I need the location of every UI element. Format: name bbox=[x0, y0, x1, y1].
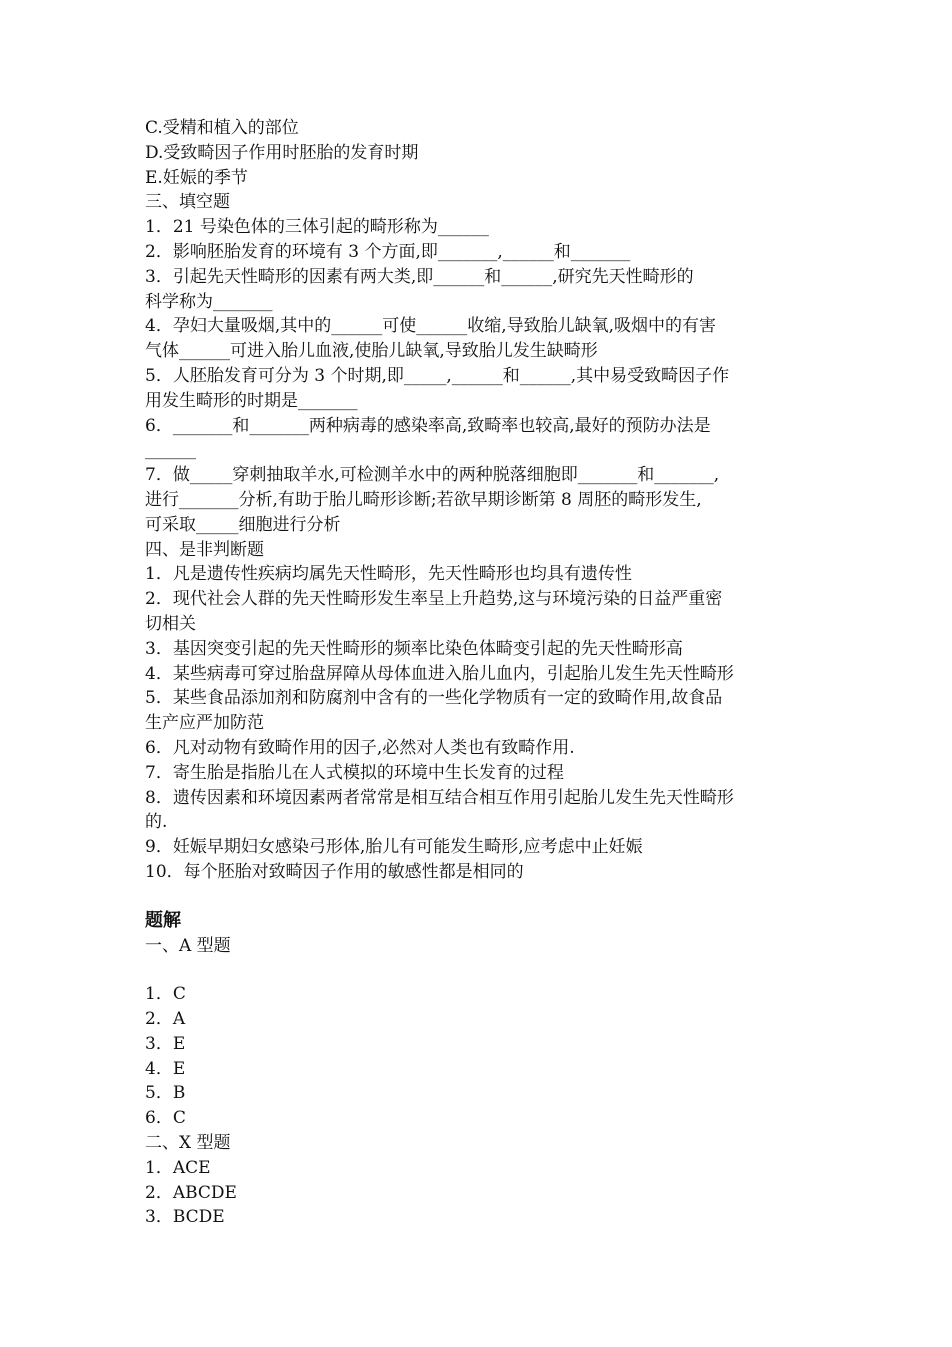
answer-item: 1．ACE bbox=[145, 1157, 211, 1178]
text-line: 切相关 bbox=[145, 613, 196, 634]
section-a-title: 一、A 型题 bbox=[145, 935, 231, 956]
text-line: 6．_______和_______两种病毒的感染率高,致畸率也较高,最好的预防办法是 bbox=[145, 415, 711, 436]
text-line: 8．遗传因素和环境因素两者常常是相互结合相互作用引起胎儿发生先天性畸形 bbox=[145, 787, 734, 808]
text-line: 7．做_____穿刺抽取羊水,可检测羊水中的两种脱落细胞即_______和_______, bbox=[145, 465, 720, 486]
spacer bbox=[145, 958, 815, 982]
answer-item: 4．E bbox=[145, 1058, 186, 1079]
text-line: 5．人胚胎发育可分为 3 个时期,即_____,______和______,其中易受致畸因子作 bbox=[145, 365, 730, 386]
answers-a-list bbox=[145, 982, 815, 1131]
text-line: 3．引起先天性畸形的因素有两大类,即______和______,研究先天性畸形的 bbox=[145, 266, 694, 287]
answers-x-list bbox=[145, 1156, 815, 1230]
text-line: E.妊娠的季节 bbox=[145, 167, 248, 188]
spacer bbox=[145, 885, 815, 909]
text-line: 生产应严加防范 bbox=[145, 713, 264, 734]
question-section bbox=[145, 116, 815, 885]
section-x-title: 二、X 型题 bbox=[145, 1133, 231, 1154]
text-line: 1．21 号染色体的三体引起的畸形称为______ bbox=[145, 217, 489, 238]
text-line: 四、是非判断题 bbox=[145, 539, 264, 560]
text-line: 4．孕妇大量吸烟,其中的______可使______收缩,导致胎儿缺氧,吸烟中的有害 bbox=[145, 316, 717, 337]
text-line: ______ bbox=[145, 440, 196, 461]
text-line: 可采取_____细胞进行分析 bbox=[145, 514, 341, 535]
text-line: D.受致畸因子作用时胚胎的发育时期 bbox=[145, 142, 419, 163]
text-line: 用发生畸形的时期是_______ bbox=[145, 390, 358, 411]
text-line: C.受精和植入的部位 bbox=[145, 118, 299, 138]
text-line: 5．某些食品添加剂和防腐剂中含有的一些化学物质有一定的致畸作用,故食品 bbox=[145, 688, 723, 709]
text-line: 科学称为_______ bbox=[145, 291, 273, 312]
text-line: 6．凡对动物有致畸作用的因子,必然对人类也有致畸作用. bbox=[145, 737, 575, 758]
text-line: 进行_______分析,有助于胎儿畸形诊断;若欲早期诊断第 8 周胚的畸形发生, bbox=[145, 489, 702, 510]
answer-item: 3．BCDE bbox=[145, 1207, 225, 1228]
answer-item: 6．C bbox=[145, 1108, 186, 1129]
text-line: 2．影响胚胎发育的环境有 3 个方面,即_______,______和_______ bbox=[145, 241, 631, 262]
text-line: 4．某些病毒可穿过胎盘屏障从母体血进入胎儿血内，引起胎儿发生先天性畸形 bbox=[145, 663, 734, 684]
text-line: 3．基因突变引起的先天性畸形的频率比染色体畸变引起的先天性畸形高 bbox=[145, 638, 683, 659]
answer-item: 3．E bbox=[145, 1033, 186, 1054]
text-line: 10．每个胚胎对致畸因子作用的敏感性都是相同的 bbox=[145, 861, 524, 882]
text-line: 的. bbox=[145, 812, 168, 833]
answer-item: 2．ABCDE bbox=[145, 1182, 237, 1203]
answer-item: 5．B bbox=[145, 1083, 186, 1104]
answer-item: 2．A bbox=[145, 1009, 186, 1030]
text-line: 7．寄生胎是指胎儿在人式模拟的环境中生长发育的过程 bbox=[145, 762, 564, 783]
document-page bbox=[145, 116, 815, 1230]
text-line: 三、填空题 bbox=[145, 192, 230, 213]
answers-title: 题解 bbox=[145, 909, 181, 931]
answer-item: 1．C bbox=[145, 984, 186, 1005]
text-line: 9．妊娠早期妇女感染弓形体,胎儿有可能发生畸形,应考虑中止妊娠 bbox=[145, 837, 643, 858]
text-line: 气体______可进入胎儿血液,使胎儿缺氧,导致胎儿发生缺畸形 bbox=[145, 341, 598, 362]
text-line: 1．凡是遗传性疾病均属先天性畸形，先天性畸形也均具有遗传性 bbox=[145, 564, 632, 585]
text-line: 2．现代社会人群的先天性畸形发生率呈上升趋势,这与环境污染的日益严重密 bbox=[145, 589, 723, 610]
